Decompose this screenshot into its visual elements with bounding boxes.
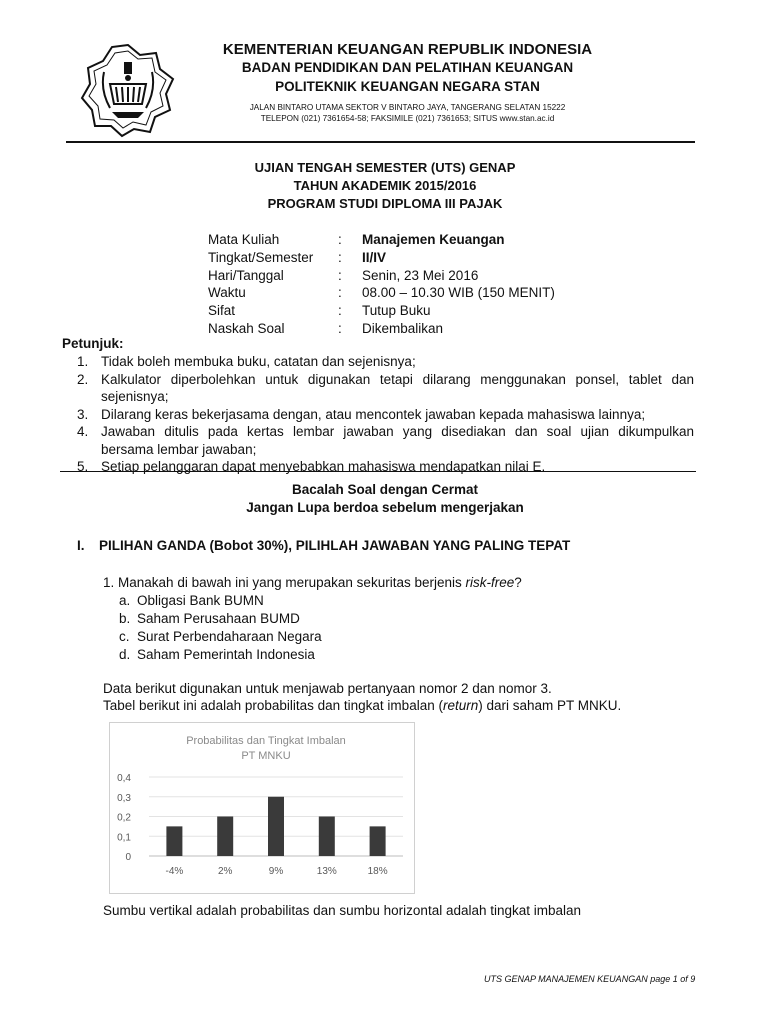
info-value: Senin, 23 Mei 2016 [362,267,479,283]
exam-info-table [208,231,555,338]
option-text: Saham Pemerintah Indonesia [137,647,315,662]
address-line: JALAN BINTARO UTAMA SEKTOR V BINTARO JAYA, TANGERANG SELATAN 15222 [249,103,566,112]
y-tick-label: 0,3 [117,792,131,804]
info-row [208,320,555,338]
info-value: Dikembalikan [362,320,444,336]
info-label: Naskah Soal [208,320,285,336]
y-tick-label: 0,2 [117,812,131,824]
y-tick-label: 0 [125,852,131,863]
bar [319,817,335,857]
info-row [208,249,555,267]
option-a [119,593,264,608]
motto-line-1: Bacalah Soal dengan Cermat [291,482,479,497]
intro-text-part: Tabel berikut ini adalah probabilitas dan tingkat imbalan ( [103,698,443,713]
section-number: I. [77,538,85,553]
instructions-list [62,353,694,476]
info-row [208,231,555,249]
instructions-heading: Petunjuk: [62,336,124,351]
ministry-logo [80,42,176,138]
option-text: Saham Perusahaan BUMD [137,611,300,626]
bar [217,817,233,857]
list-item [62,406,694,424]
option-letter: a. [119,593,131,608]
item-text-continued: bersama lembar jawaban; [101,441,257,457]
question-text-italic: risk-free [465,575,515,590]
question-text-part: Manakah di bawah ini yang merupakan sekuritas berjenis [118,575,466,590]
contact-line: TELEPON (021) 7361654-58; FAKSIMILE (021) 7361653; SITUS www.stan.ac.id [260,114,555,123]
x-tick-label: 18% [367,866,388,877]
agency-name: BADAN PENDIDIKAN DAN PELATIHAN KEUANGAN [241,60,574,75]
info-value: Manajemen Keuangan [362,232,505,247]
info-value: Tutup Buku [362,303,431,319]
instructions-divider [60,471,696,472]
option-letter: b. [119,611,131,626]
info-separator: : [338,232,342,247]
study-program: PROGRAM STUDI DIPLOMA III PAJAK [267,196,503,211]
option-letter: d. [119,647,131,662]
item-number: 1. [77,354,89,369]
bar [268,797,284,856]
ministry-name: KEMENTERIAN KEUANGAN REPUBLIK INDONESIA [222,41,593,58]
info-separator: : [338,249,342,265]
option-text: Obligasi Bank BUMN [137,593,264,608]
intro-text-end: ) dari saham PT MNKU. [478,698,622,713]
option-text: Surat Perbendaharaan Negara [137,629,322,644]
question-number: 1. [103,575,115,590]
info-label: Hari/Tanggal [208,267,284,283]
bar [166,826,182,856]
item-text-continued: sejenisnya; [101,389,169,404]
data-intro-line-1: Data berikut digunakan untuk menjawab pertanyaan nomor 2 dan nomor 3. [103,681,552,696]
chart-note: Sumbu vertikal adalah probabilitas dan sumbu horizontal adalah tingkat imbalan [103,903,582,918]
question-text-end: ? [514,575,522,590]
list-item [62,458,694,476]
x-tick-label: -4% [165,866,184,877]
chart-title-line-1: Probabilitas dan Tingkat Imbalan [186,735,346,747]
info-separator: : [338,285,342,301]
section-heading [77,538,570,553]
item-number: 4. [77,424,89,439]
item-number: 3. [77,406,89,422]
option-b [119,611,300,626]
info-value: 08.00 – 10.30 WIB (150 MENIT) [362,285,555,301]
option-d [119,647,315,662]
info-label: Mata Kuliah [208,232,280,247]
x-tick-label: 13% [316,866,337,877]
info-row [208,284,555,302]
info-row [208,267,555,285]
item-text: Tidak boleh membuka buku, catatan dan sejenisnya; [101,354,416,369]
item-text: Setiap pelanggaran dapat menyebabkan mahasiswa mendapatkan nilai E. [101,459,546,474]
bar-chart-svg [109,722,415,894]
bar [370,826,386,856]
item-number: 2. [77,371,89,387]
academic-year: TAHUN AKADEMIK 2015/2016 [293,178,477,193]
item-text: Kalkulator diperbolehkan untuk digunakan tetapi dilarang menggunakan ponsel, tablet dan [101,371,694,387]
item-number: 5. [77,459,89,474]
x-tick-label: 2% [217,866,233,877]
list-item [62,353,694,371]
x-tick-label: 9% [268,866,284,877]
info-separator: : [338,303,342,319]
exam-title: UJIAN TENGAH SEMESTER (UTS) GENAP [254,160,516,175]
chart-title-line-2: PT MNKU [241,750,291,762]
info-separator: : [338,320,342,336]
info-label: Tingkat/Semester [208,249,314,265]
info-separator: : [338,267,342,283]
list-item [62,423,694,441]
section-title: PILIHAN GANDA (Bobot 30%), PILIHLAH JAWABAN YANG PALING TEPAT [99,538,571,553]
question-text [118,575,522,590]
y-tick-label: 0,1 [117,832,131,844]
probability-return-chart [109,722,415,894]
y-tick-label: 0,4 [117,773,131,784]
page-footer: UTS GENAP MANAJEMEN KEUANGAN page 1 of 9 [484,974,696,984]
item-text: Jawaban ditulis pada kertas lembar jawaban yang disediakan dan soal ujian dikumpulkan [101,424,694,439]
school-name: POLITEKNIK KEUANGAN NEGARA STAN [275,79,540,94]
header-divider [66,141,695,143]
item-text: Dilarang keras bekerjasama dengan, atau mencontek jawaban kepada mahasiswa lainnya; [101,406,646,422]
info-label: Sifat [208,303,236,319]
option-c [119,629,322,644]
intro-text-italic: return [442,698,479,713]
info-label: Waktu [208,285,246,301]
motto-line-2: Jangan Lupa berdoa sebelum mengerjakan [246,500,524,515]
info-value: II/IV [362,249,387,265]
info-row [208,302,555,320]
data-intro-line-2 [103,698,621,713]
question-1 [103,575,522,590]
list-item [62,371,694,389]
option-letter: c. [119,629,130,644]
